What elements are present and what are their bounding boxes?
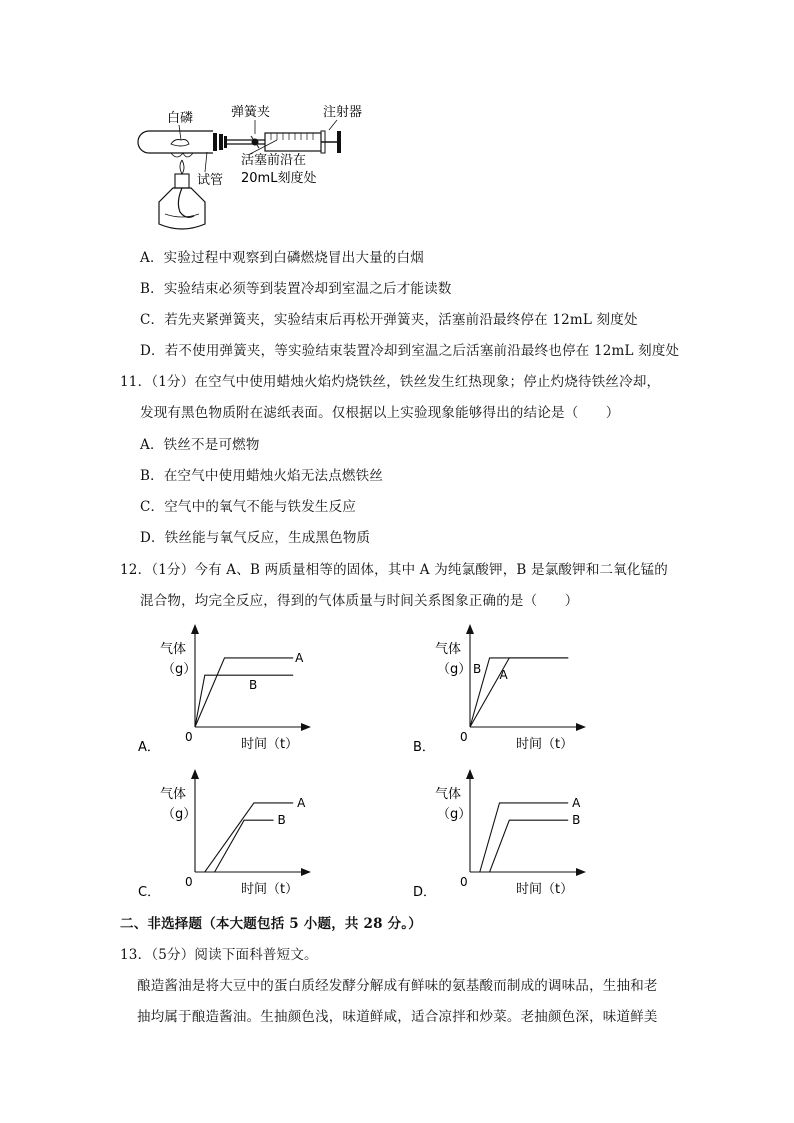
series-label-A: A [499, 668, 508, 683]
origin-label: 0 [460, 730, 468, 744]
x-axis-label: 时间（t） [516, 737, 574, 752]
label-piston-note-2: 20mL刻度处 [241, 171, 317, 186]
q11-stem-line1: 11．（1分）在空气中使用蜡烛火焰灼烧铁丝，铁丝发生红热现象；停止灼烧待铁丝冷却， [120, 374, 661, 390]
q12-stem-line1: 12．（1分）今有 A、B 两质量相等的固体，其中 A 为纯氯酸钾，B 是氯酸钾和二氧化锰的 [120, 562, 669, 578]
y-axis-label: 气体 [435, 642, 462, 657]
y-axis-label: 气体 [435, 787, 462, 802]
chart-option-a [130, 615, 320, 755]
series-line-B [195, 820, 274, 872]
stopper [213, 133, 217, 151]
option-label: D． [413, 885, 437, 900]
white-phosphorus-icon [171, 140, 189, 147]
series-label-B: B [249, 678, 258, 693]
origin-label: 0 [185, 730, 193, 744]
series-line-A [470, 803, 568, 872]
series-label-A: A [572, 795, 581, 810]
x-axis-label: 时间（t） [241, 737, 299, 752]
series-line-A [470, 658, 568, 727]
label-white-phosphorus: 白磷 [167, 111, 194, 126]
series-label-B: B [572, 813, 581, 828]
series-label-B: B [472, 662, 482, 677]
y-axis-unit: （g） [162, 807, 197, 822]
series-line-B [195, 675, 293, 727]
option-label: C． [138, 885, 161, 900]
label-test-tube: 试管 [197, 173, 224, 188]
q13-para-line2: 抽均属于酿造酱油。生抽颜色浅，味道鲜咸，适合凉拌和炒菜。老抽颜色深，味道鲜美 [137, 1009, 658, 1025]
q11-option-a: A．铁丝不是可燃物 [140, 437, 260, 453]
q10-option-d: D．若不使用弹簧夹，等实验结束装置冷却到室温之后活塞前沿最终也停在 12mL 刻度处 [140, 343, 680, 359]
chart-option-c [130, 760, 320, 900]
x-axis-label: 时间（t） [241, 882, 299, 897]
q11-option-d: D．铁丝能与氧气反应，生成黑色物质 [140, 530, 371, 546]
y-axis-arrow-icon [466, 624, 474, 634]
label-piston-note-1: 活塞前沿在 [241, 153, 307, 168]
label-spring-clip: 弹簧夹 [231, 105, 271, 120]
option-label: B． [413, 740, 435, 755]
q13-title: 13．（5分）阅读下面科普短文。 [120, 947, 318, 963]
series-label-B: B [277, 813, 286, 828]
x-axis-arrow-icon [301, 868, 311, 876]
label-syringe: 注射器 [323, 105, 363, 120]
y-axis-arrow-icon [191, 624, 199, 634]
series-line-A [195, 658, 293, 727]
x-axis-label: 时间（t） [516, 882, 574, 897]
series-line-B [470, 820, 568, 872]
q11-stem-line2: 发现有黑色物质附在滤纸表面。仅根据以上实验现象能够得出的结论是（ ） [140, 405, 620, 421]
y-axis-arrow-icon [191, 769, 199, 779]
x-axis-arrow-icon [576, 868, 586, 876]
y-axis-arrow-icon [466, 769, 474, 779]
option-label: A． [138, 740, 160, 755]
chart-option-d [405, 760, 595, 900]
q10-option-c: C．若先夹紧弹簧夹，实验结束后再松开弹簧夹，活塞前沿最终停在 12mL 刻度处 [140, 312, 638, 328]
q12-stem-line2: 混合物，均完全反应，得到的气体质量与时间关系图象正确的是（ ） [140, 593, 579, 609]
x-axis-arrow-icon [576, 723, 586, 731]
origin-label: 0 [460, 875, 468, 889]
q11-option-b: B．在空气中使用蜡烛火焰无法点燃铁丝 [140, 468, 384, 484]
section-2-title: 二、非选择题（本大题包括 5 小题，共 28 分。） [120, 916, 422, 932]
q13-para-line1: 酿造酱油是将大豆中的蛋白质经发酵分解成有鲜味的氨基酸而制成的调味品，生抽和老 [137, 978, 658, 994]
x-axis-arrow-icon [301, 723, 311, 731]
origin-label: 0 [185, 875, 193, 889]
series-label-A: A [295, 650, 304, 665]
y-axis-unit: （g） [437, 807, 472, 822]
apparatus-figure [125, 100, 385, 240]
alcohol-lamp-icon [159, 153, 205, 229]
series-line-B [470, 658, 568, 727]
y-axis-unit: （g） [437, 662, 472, 677]
chart-option-b [405, 615, 595, 755]
y-axis-label: 气体 [160, 787, 187, 802]
q11-option-c: C．空气中的氧气不能与铁发生反应 [140, 499, 357, 515]
test-tube [138, 131, 213, 153]
q10-option-b: B．实验结束必须等到装置冷却到室温之后才能读数 [140, 281, 452, 297]
series-label-A: A [297, 795, 306, 810]
y-axis-label: 气体 [160, 642, 187, 657]
y-axis-unit: （g） [162, 662, 197, 677]
q10-option-a: A．实验过程中观察到白磷燃烧冒出大量的白烟 [140, 250, 424, 266]
